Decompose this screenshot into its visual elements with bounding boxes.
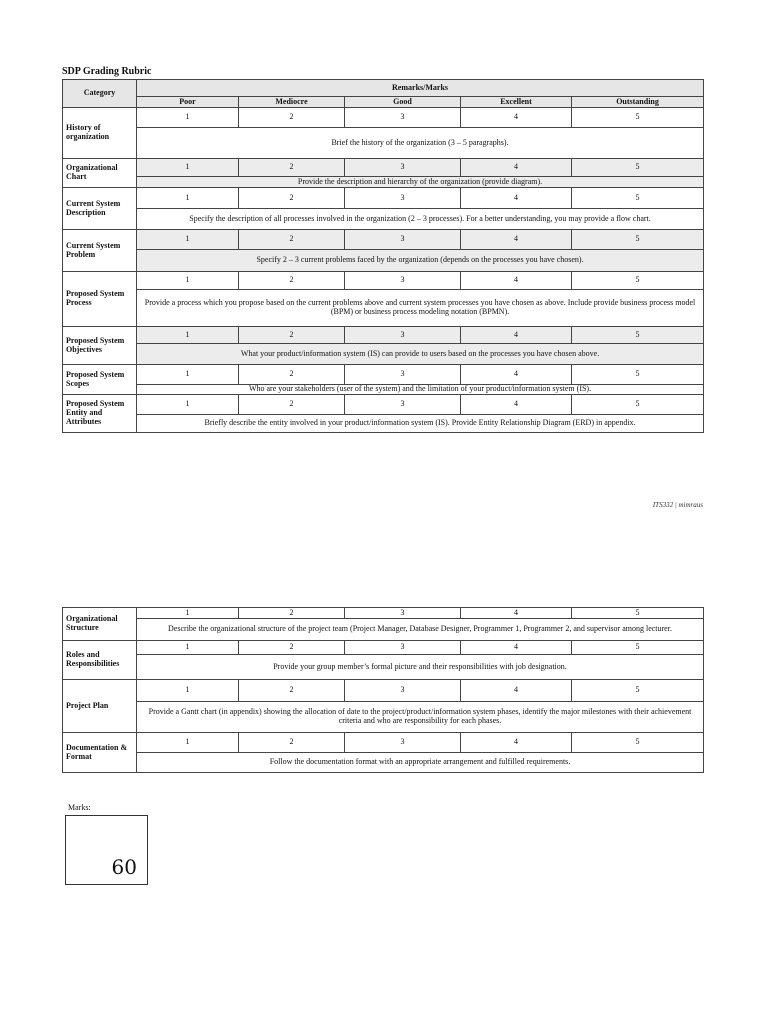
marks-box [65, 815, 148, 885]
remarks-header: Remarks/Marks [137, 80, 704, 97]
marks-value: 60 [111, 855, 137, 879]
score-cell: 5 [572, 159, 704, 177]
score-cell: 4 [461, 108, 572, 128]
score-cell: 3 [345, 608, 461, 619]
score-cell: 2 [239, 365, 345, 385]
score-cell: 4 [461, 608, 572, 619]
score-cell: 5 [572, 680, 704, 702]
category-cell: Documentation & Format [63, 733, 137, 773]
score-cell: 4 [461, 680, 572, 702]
score-cell: 3 [345, 680, 461, 702]
score-cell: 5 [572, 365, 704, 385]
score-cell: 3 [345, 365, 461, 385]
score-cell: 2 [239, 159, 345, 177]
score-cell: 3 [345, 641, 461, 655]
description-cell: Follow the documentation format with an appropriate arrangement and fulfilled requirements. [137, 753, 704, 773]
score-cell: 3 [345, 230, 461, 250]
score-cell: 2 [239, 395, 345, 415]
description-cell: Provide your group member’s formal picture and their responsibilities with job designation. [137, 655, 704, 680]
category-cell: Organizational Structure [63, 608, 137, 641]
score-cell: 2 [239, 188, 345, 209]
description-cell: Specify the description of all processes involved in the organization (2 – 3 processes). For a better understanding, you may provide a flow chart. [137, 209, 704, 230]
category-cell: Proposed System Scopes [63, 365, 137, 395]
category-cell: Proposed System Process [63, 272, 137, 327]
score-cell: 1 [137, 395, 239, 415]
category-cell: Proposed System Entity and Attributes [63, 395, 137, 433]
score-cell: 2 [239, 327, 345, 344]
score-cell: 3 [345, 108, 461, 128]
page-footer: ITS332 | mimraus [652, 501, 703, 509]
description-cell: Provide a Gantt chart (in appendix) showing the allocation of date to the project/product/information system phases, identify the major milestones with their achievement criteria and who are responsibility for each phases. [137, 702, 704, 733]
level-header: Good [345, 97, 461, 108]
score-cell: 2 [239, 608, 345, 619]
description-cell: Who are your stakeholders (user of the system) and the limitation of your product/information system (IS). [137, 385, 704, 395]
score-cell: 5 [572, 608, 704, 619]
score-cell: 2 [239, 230, 345, 250]
score-cell: 2 [239, 680, 345, 702]
score-cell: 2 [239, 641, 345, 655]
score-cell: 5 [572, 395, 704, 415]
description-cell: Briefly describe the entity involved in your product/information system (IS). Provide Entity Relationship Diagram (ERD) in appendix. [137, 415, 704, 433]
description-cell: Describe the organizational structure of the project team (Project Manager, Database Designer, Programmer 1, Programmer 2, and supervisor among lecturer. [137, 619, 704, 641]
score-cell: 4 [461, 641, 572, 655]
score-cell: 3 [345, 272, 461, 290]
score-cell: 3 [345, 188, 461, 209]
score-cell: 1 [137, 327, 239, 344]
score-cell: 1 [137, 641, 239, 655]
score-cell: 4 [461, 327, 572, 344]
score-cell: 5 [572, 733, 704, 753]
category-header: Category [63, 80, 137, 108]
score-cell: 1 [137, 680, 239, 702]
score-cell: 5 [572, 272, 704, 290]
score-cell: 4 [461, 188, 572, 209]
score-cell: 5 [572, 230, 704, 250]
score-cell: 1 [137, 230, 239, 250]
description-cell: Brief the history of the organization (3 – 5 paragraphs). [137, 128, 704, 159]
score-cell: 3 [345, 395, 461, 415]
category-cell: Proposed System Objectives [63, 327, 137, 365]
score-cell: 1 [137, 108, 239, 128]
score-cell: 5 [572, 327, 704, 344]
score-cell: 2 [239, 108, 345, 128]
level-header: Excellent [461, 97, 572, 108]
score-cell: 3 [345, 159, 461, 177]
score-cell: 4 [461, 230, 572, 250]
score-cell: 4 [461, 395, 572, 415]
score-cell: 5 [572, 188, 704, 209]
level-header: Outstanding [572, 97, 704, 108]
score-cell: 2 [239, 733, 345, 753]
score-cell: 4 [461, 733, 572, 753]
rubric-table-1 [62, 79, 704, 433]
description-cell: Provide the description and hierarchy of the organization (provide diagram). [137, 177, 704, 188]
score-cell: 4 [461, 272, 572, 290]
category-cell: Current System Problem [63, 230, 137, 272]
score-cell: 4 [461, 159, 572, 177]
description-cell: What your product/information system (IS) can provide to users based on the processes you have chosen above. [137, 344, 704, 365]
score-cell: 5 [572, 641, 704, 655]
category-cell: History of organization [63, 108, 137, 159]
description-cell: Provide a process which you propose based on the current problems above and current system processes you have chosen as above. Include provide business process model (BPM) or business process modeling notation (BPMN). [137, 290, 704, 327]
description-cell: Specify 2 – 3 current problems faced by the organization (depends on the processes you have chosen). [137, 250, 704, 272]
score-cell: 1 [137, 608, 239, 619]
category-cell: Project Plan [63, 680, 137, 733]
score-cell: 1 [137, 188, 239, 209]
score-cell: 1 [137, 272, 239, 290]
score-cell: 4 [461, 365, 572, 385]
rubric-title: SDP Grading Rubric [62, 66, 152, 77]
category-cell: Roles and Responsibilities [63, 641, 137, 680]
rubric-table-2 [62, 607, 704, 773]
score-cell: 1 [137, 365, 239, 385]
score-cell: 1 [137, 159, 239, 177]
score-cell: 5 [572, 108, 704, 128]
marks-label: Marks: [68, 803, 91, 812]
level-header: Poor [137, 97, 239, 108]
category-cell: Current System Description [63, 188, 137, 230]
score-cell: 3 [345, 733, 461, 753]
level-header: Mediocre [239, 97, 345, 108]
category-cell: Organizational Chart [63, 159, 137, 188]
score-cell: 2 [239, 272, 345, 290]
score-cell: 1 [137, 733, 239, 753]
score-cell: 3 [345, 327, 461, 344]
